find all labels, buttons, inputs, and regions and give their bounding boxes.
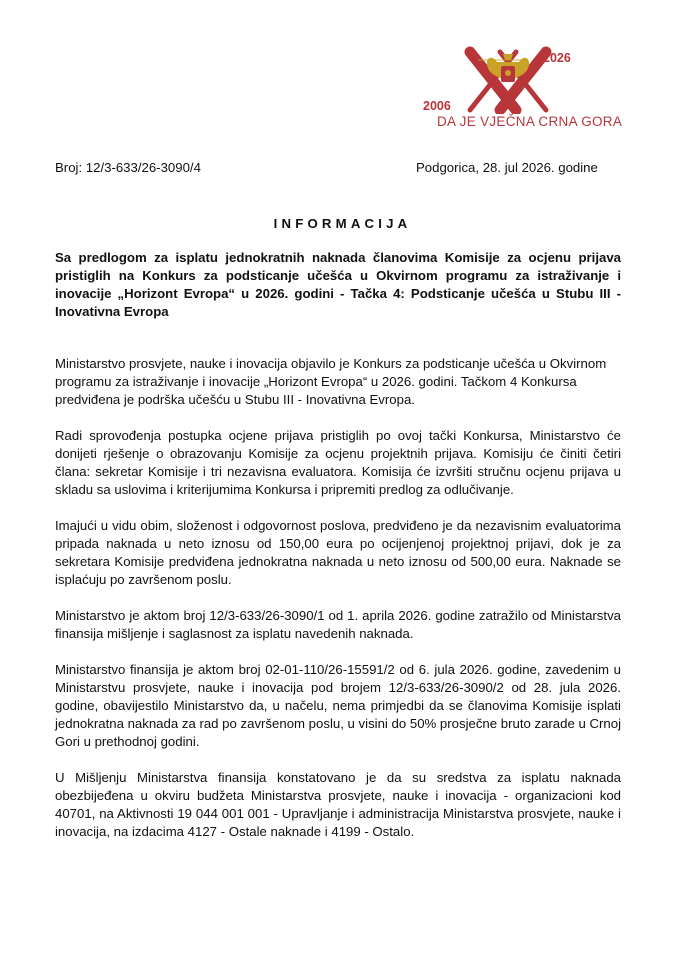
reference-number: Broj: 12/3-633/26-3090/4 bbox=[55, 160, 201, 175]
body-paragraph: Ministarstvo prosvjete, nauke i inovacija objavilo je Konkurs za podsticanje učešća u Okvirnom programu za istraživanje i inovacije „Horizont Evropa“ u 2026. godini. Tačkom 4 Konkursa predviđena je podrška učešću u Stubu III - Inovativna Evropa. bbox=[55, 356, 607, 407]
document-meta bbox=[55, 160, 621, 178]
place-and-date: Podgorica, 28. jul 2026. godine bbox=[416, 160, 598, 175]
body-paragraph: Imajući u vidu obim, složenost i odgovornost poslova, predviđeno je da nezavisnim evaluatorima pripada naknada u neto iznosu od 150,00 eura po ocijenjenoj projektnoj prijavi, dok je za sekretara Komisije predviđena jednokratna naknada u neto iznosu od 500,00 eura. Naknade se isplaćuju po završenom poslu. bbox=[55, 518, 621, 587]
logo-year-end: 2026 bbox=[543, 51, 571, 65]
logo-tagline: DA JE VJEČNA CRNA GORA bbox=[437, 114, 623, 129]
document-title: INFORMACIJA bbox=[273, 216, 412, 231]
document-subject: Sa predlogom za isplatu jednokratnih naknada članovima Komisije za ocjenu prijava pristiglih na Konkurs za podsticanje učešća u Okvirnom programu za istraživanje i inovacije „Horizont Evropa“ u 2026. godini - Tačka 4: Podsticanje učešća u Stubu III - Inovativna Evropa bbox=[55, 250, 621, 319]
document-body bbox=[55, 355, 621, 859]
body-paragraph: Ministarstvo finansija je aktom broj 02-01-110/26-15591/2 od 6. jula 2026. godine, zavedenim u Ministarstvu prosvjete, nauke i inovacija pod brojem 12/3-633/26-3090/2 od 28. jula 2026. godine, obavijestilo Ministarstvo da, u načelu, nema primjedbi da se članovima Komisije isplati jednokratna naknada za rad po završenom poslu, u visini do 50% prosječne bruto zarade u Crnoj Gori u prethodnoj godini. bbox=[55, 662, 621, 749]
body-paragraph: U Mišljenju Ministarstva finansija konstatovano je da su sredstva za isplatu naknada obezbijeđena u okviru budžeta Ministarstva prosvjete, nauke i inovacija - organizacioni kod 40701, na Aktivnosti 19 044 001 001 - Upravljanje i administracija Ministarstva prosvjete, nauke i inovacija, na izdacima 4127 - Ostale naknade i 4199 - Ostalo. bbox=[55, 770, 621, 839]
body-paragraph: Radi sprovođenja postupka ocjene prijava pristiglih po ovoj tački Konkursa, Ministarstvo će donijeti rješenje o obrazovanju Komisije za ocjenu projektnih prijava. Komisiju će činiti četiri člana: sekretar Komisije i tri nezavisna evaluatora. Komisija će izvršiti stručnu ocjenu prijava u skladu sa uslovima i kriterijumima Konkursa i pripremiti predlog za odlučivanje. bbox=[55, 428, 621, 497]
anniversary-logo bbox=[418, 40, 623, 140]
logo-year-start: 2006 bbox=[423, 99, 451, 113]
body-paragraph: Ministarstvo je aktom broj 12/3-633/26-3090/1 od 1. aprila 2026. godine zatražilo od Ministarstva finansija mišljenje i saglasnost za isplatu navedenih naknada. bbox=[55, 608, 621, 641]
xx-anniversary-mark bbox=[418, 40, 588, 114]
